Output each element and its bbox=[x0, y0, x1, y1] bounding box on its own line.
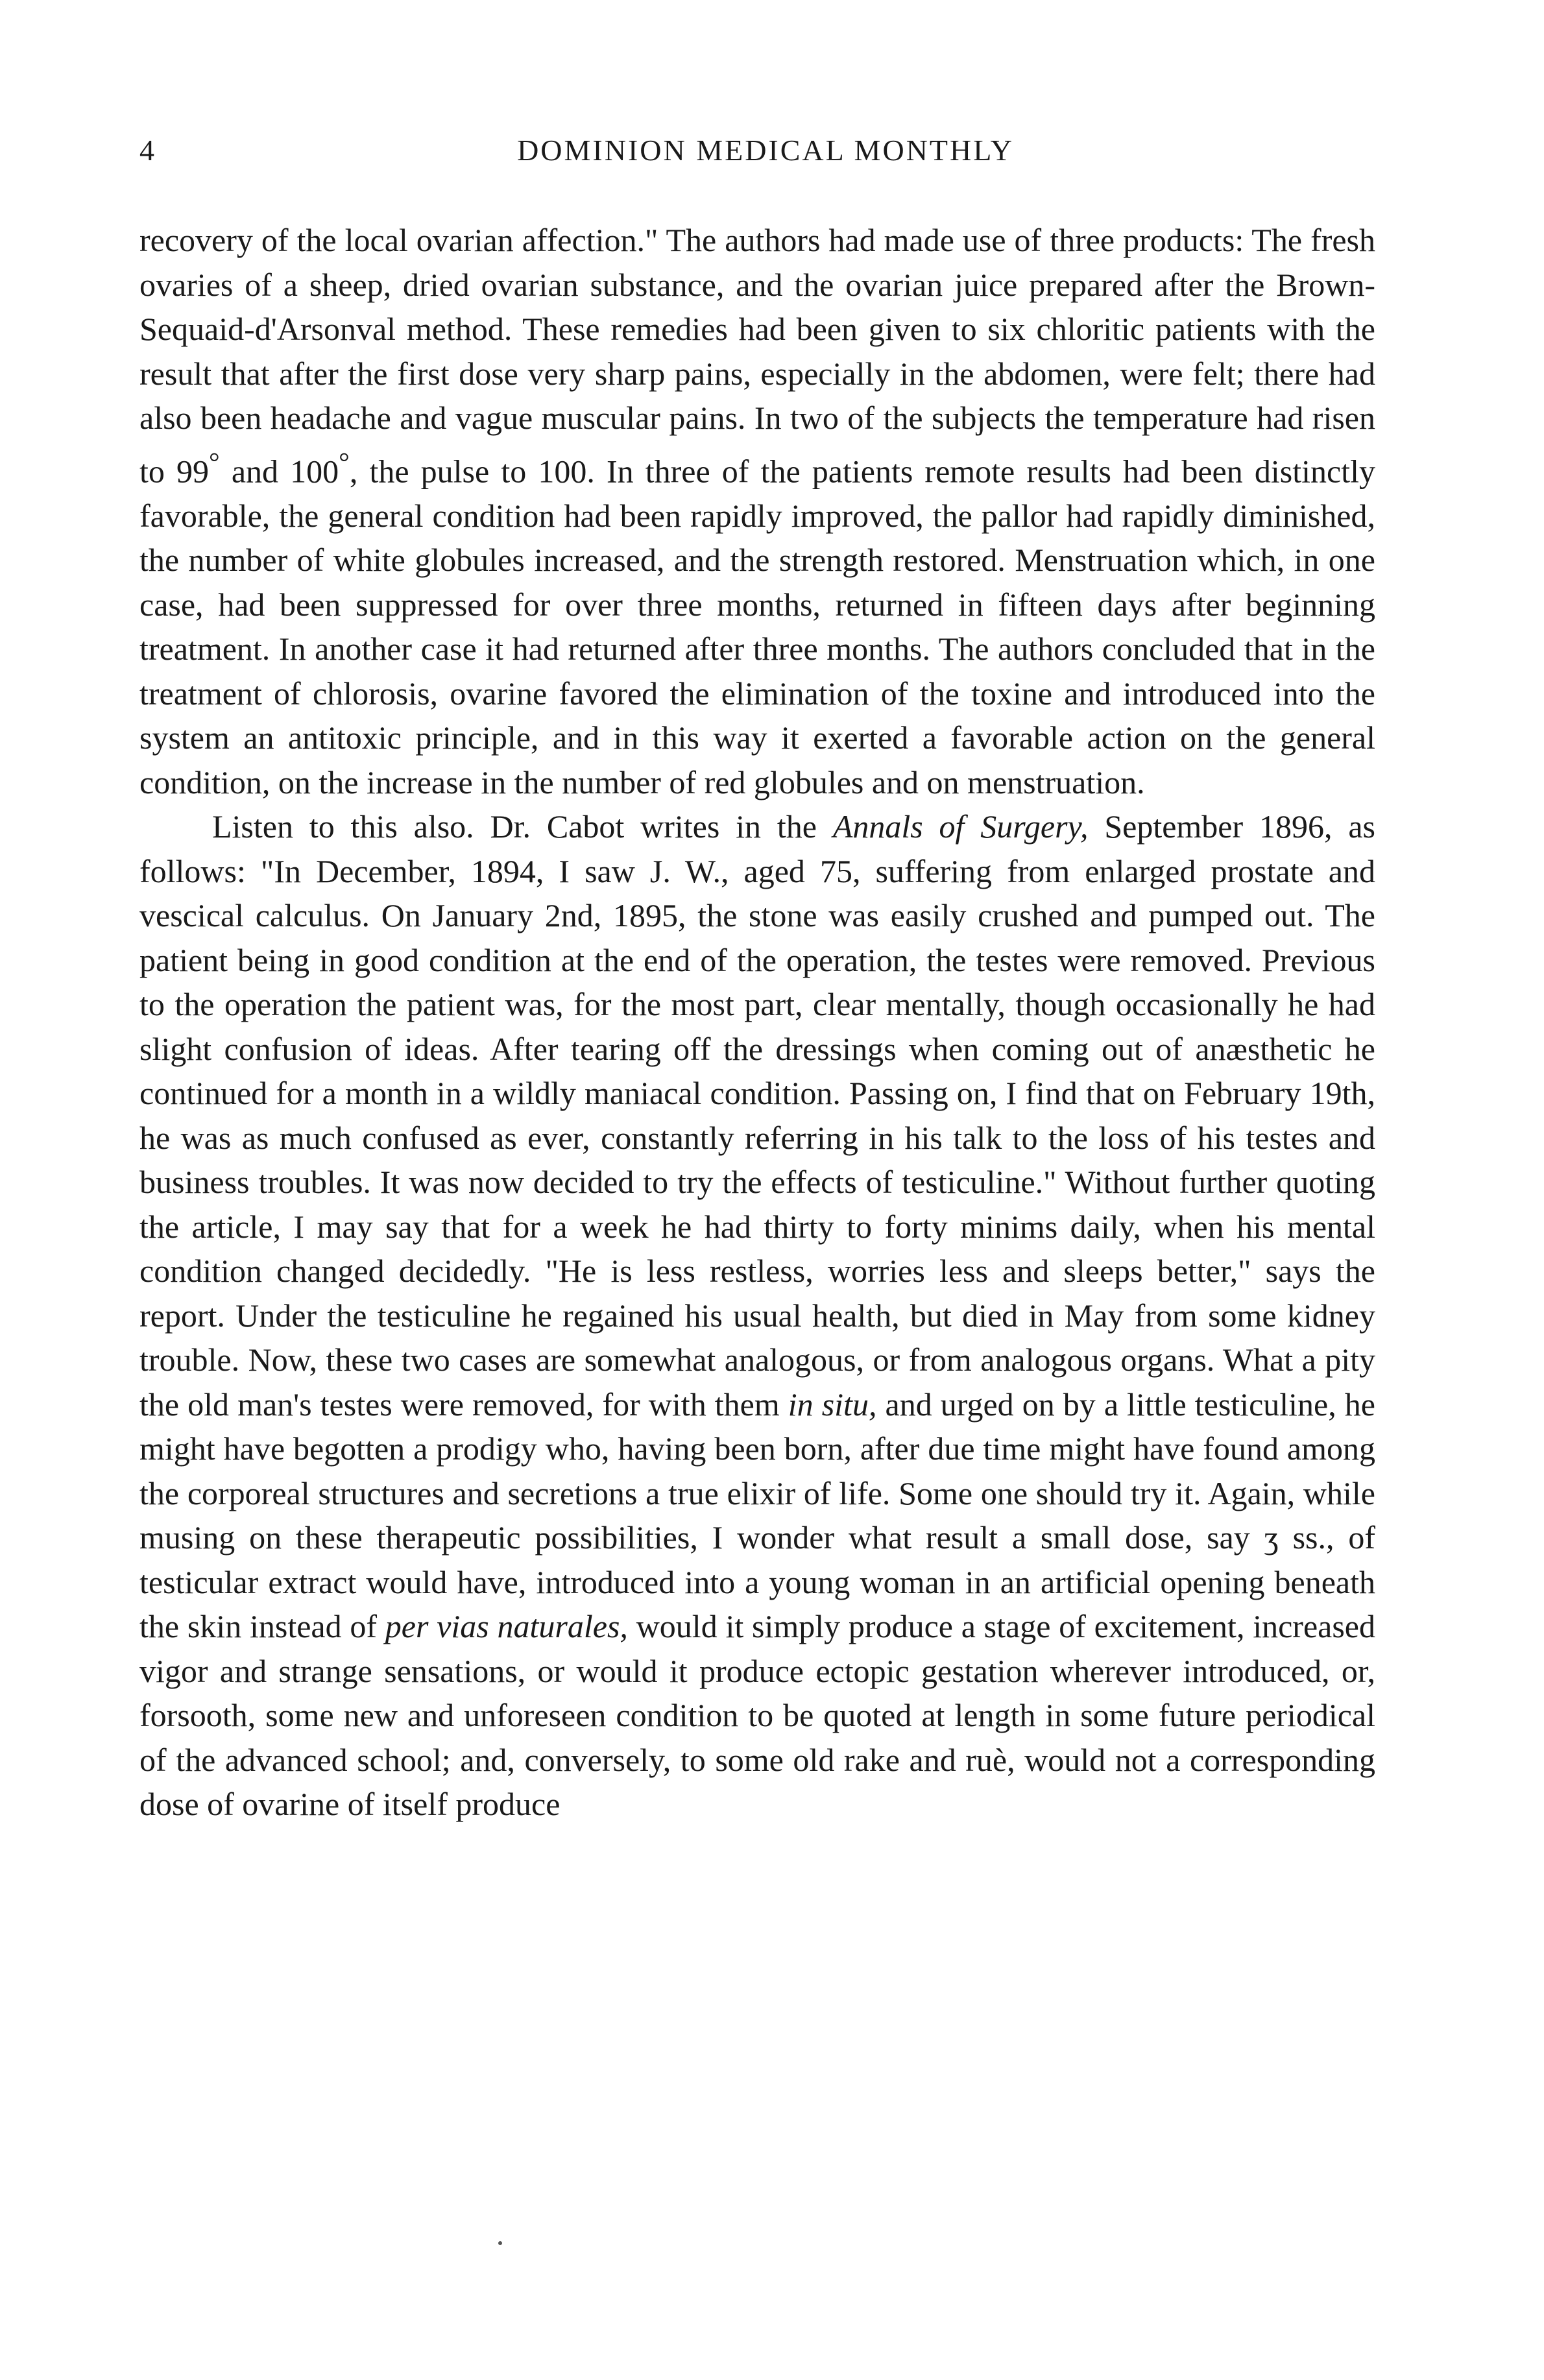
paragraph-2-text-b: September 1896, as follows: "In December, 1894, I saw J. W., aged 75, suffering from enlarged prostate and vescical calculus. On January 2nd, 1895, the stone was easily crushed and pumped out. The patient being in good condition at the end of the operation, the testes were removed. Previous to the operation the patient was, for the most part, clear mentally, though occasionally he had slight confusion of ideas. After tearing off the dressings when coming out of anæsthetic he continued for a month in a wildly maniacal condition. Passing on, I find that on February 19th, he was as much confused as ever, constantly referring in his talk to the loss of his testes and business troubles. It was now decided to try the effects of testiculine." Without further quoting the article, I may say that for a week he had thirty to forty minims daily, when his mental condition changed decidedly. "He is less restless, worries less and sleeps better," says the report. Under the testiculine he regained his usual health, but died in May from some kidney trouble. Now, these two cases are somewhat analogous, or from analogous organs. What a pity the old man's testes were removed, for with them bbox=[139, 808, 1375, 1423]
page-number: 4 bbox=[139, 134, 155, 167]
ink-speck bbox=[498, 2241, 502, 2245]
running-head bbox=[139, 133, 1392, 178]
journal-reference: Annals of Surgery, bbox=[832, 808, 1089, 845]
paragraph-2-text-c: and urged on by a little testiculine, he might have begotten a prodigy who, having been born, after due time might have found among the corporeal structures and secretions a true elixir of life. Some one should try it. Again, while musing on these therapeutic possibilities, I wonder what result a small dose, say ʒ ss., of testicular extract would have, introduced into a young woman in an artificial opening beneath the skin instead of bbox=[139, 1386, 1375, 1645]
paragraph-2 bbox=[139, 804, 1375, 1827]
paragraph-2-text-d: would it simply produce a stage of excitement, increased vigor and strange sensations, or would it produce ectopic gestation wherever introduced, or, forsooth, some new and unforeseen condition to be quoted at length in some future periodical of the advanced school; and, conversely, to some old rake and ruè, would not a corresponding dose of ovarine of itself produce bbox=[139, 1608, 1375, 1823]
paragraph-1 bbox=[139, 218, 1375, 804]
paragraph-1-text-c: , the pulse to 100. In three of the patients remote results had been distinctly favorable, the general condition had been rapidly improved, the pallor had rapidly diminished, the number of white globules increased, and the strength restored. Menstruation which, in one case, had been suppressed for over three months, returned in fifteen days after beginning treatment. In another case it had returned after three months. The authors concluded that in the treatment of chlorosis, ovarine favored the elimination of the toxine and introduced into the system an antitoxic principle, and in this way it exerted a favorable action on the general condition, on the increase in the number of red globules and on menstruation. bbox=[139, 453, 1375, 800]
paragraph-1-text-b: and 100 bbox=[219, 453, 339, 490]
latin-phrase-per-vias: per vias naturales, bbox=[385, 1608, 628, 1645]
latin-phrase-in-situ: in situ, bbox=[788, 1386, 877, 1423]
journal-title: DOMINION MEDICAL MONTHLY bbox=[517, 134, 1014, 167]
degree-symbol: ° bbox=[339, 447, 350, 477]
degree-symbol: ° bbox=[209, 447, 220, 477]
body-text bbox=[139, 218, 1375, 1827]
paragraph-1-text-a: recovery of the local ovarian affection." The authors had made use of three products: The fresh ovaries of a sheep, dried ovarian substance, and the ovarian juice prepared after the Brown-Sequaid-d'Arsonval method. These remedies had been given to six chloritic patients with the result that after the first dose very sharp pains, especially in the abdomen, were felt; there had also been headache and vague muscular pains. In two of the subjects the temperature had risen to 99 bbox=[139, 222, 1375, 490]
paragraph-2-text-a: Listen to this also. Dr. Cabot writes in the bbox=[212, 808, 833, 845]
